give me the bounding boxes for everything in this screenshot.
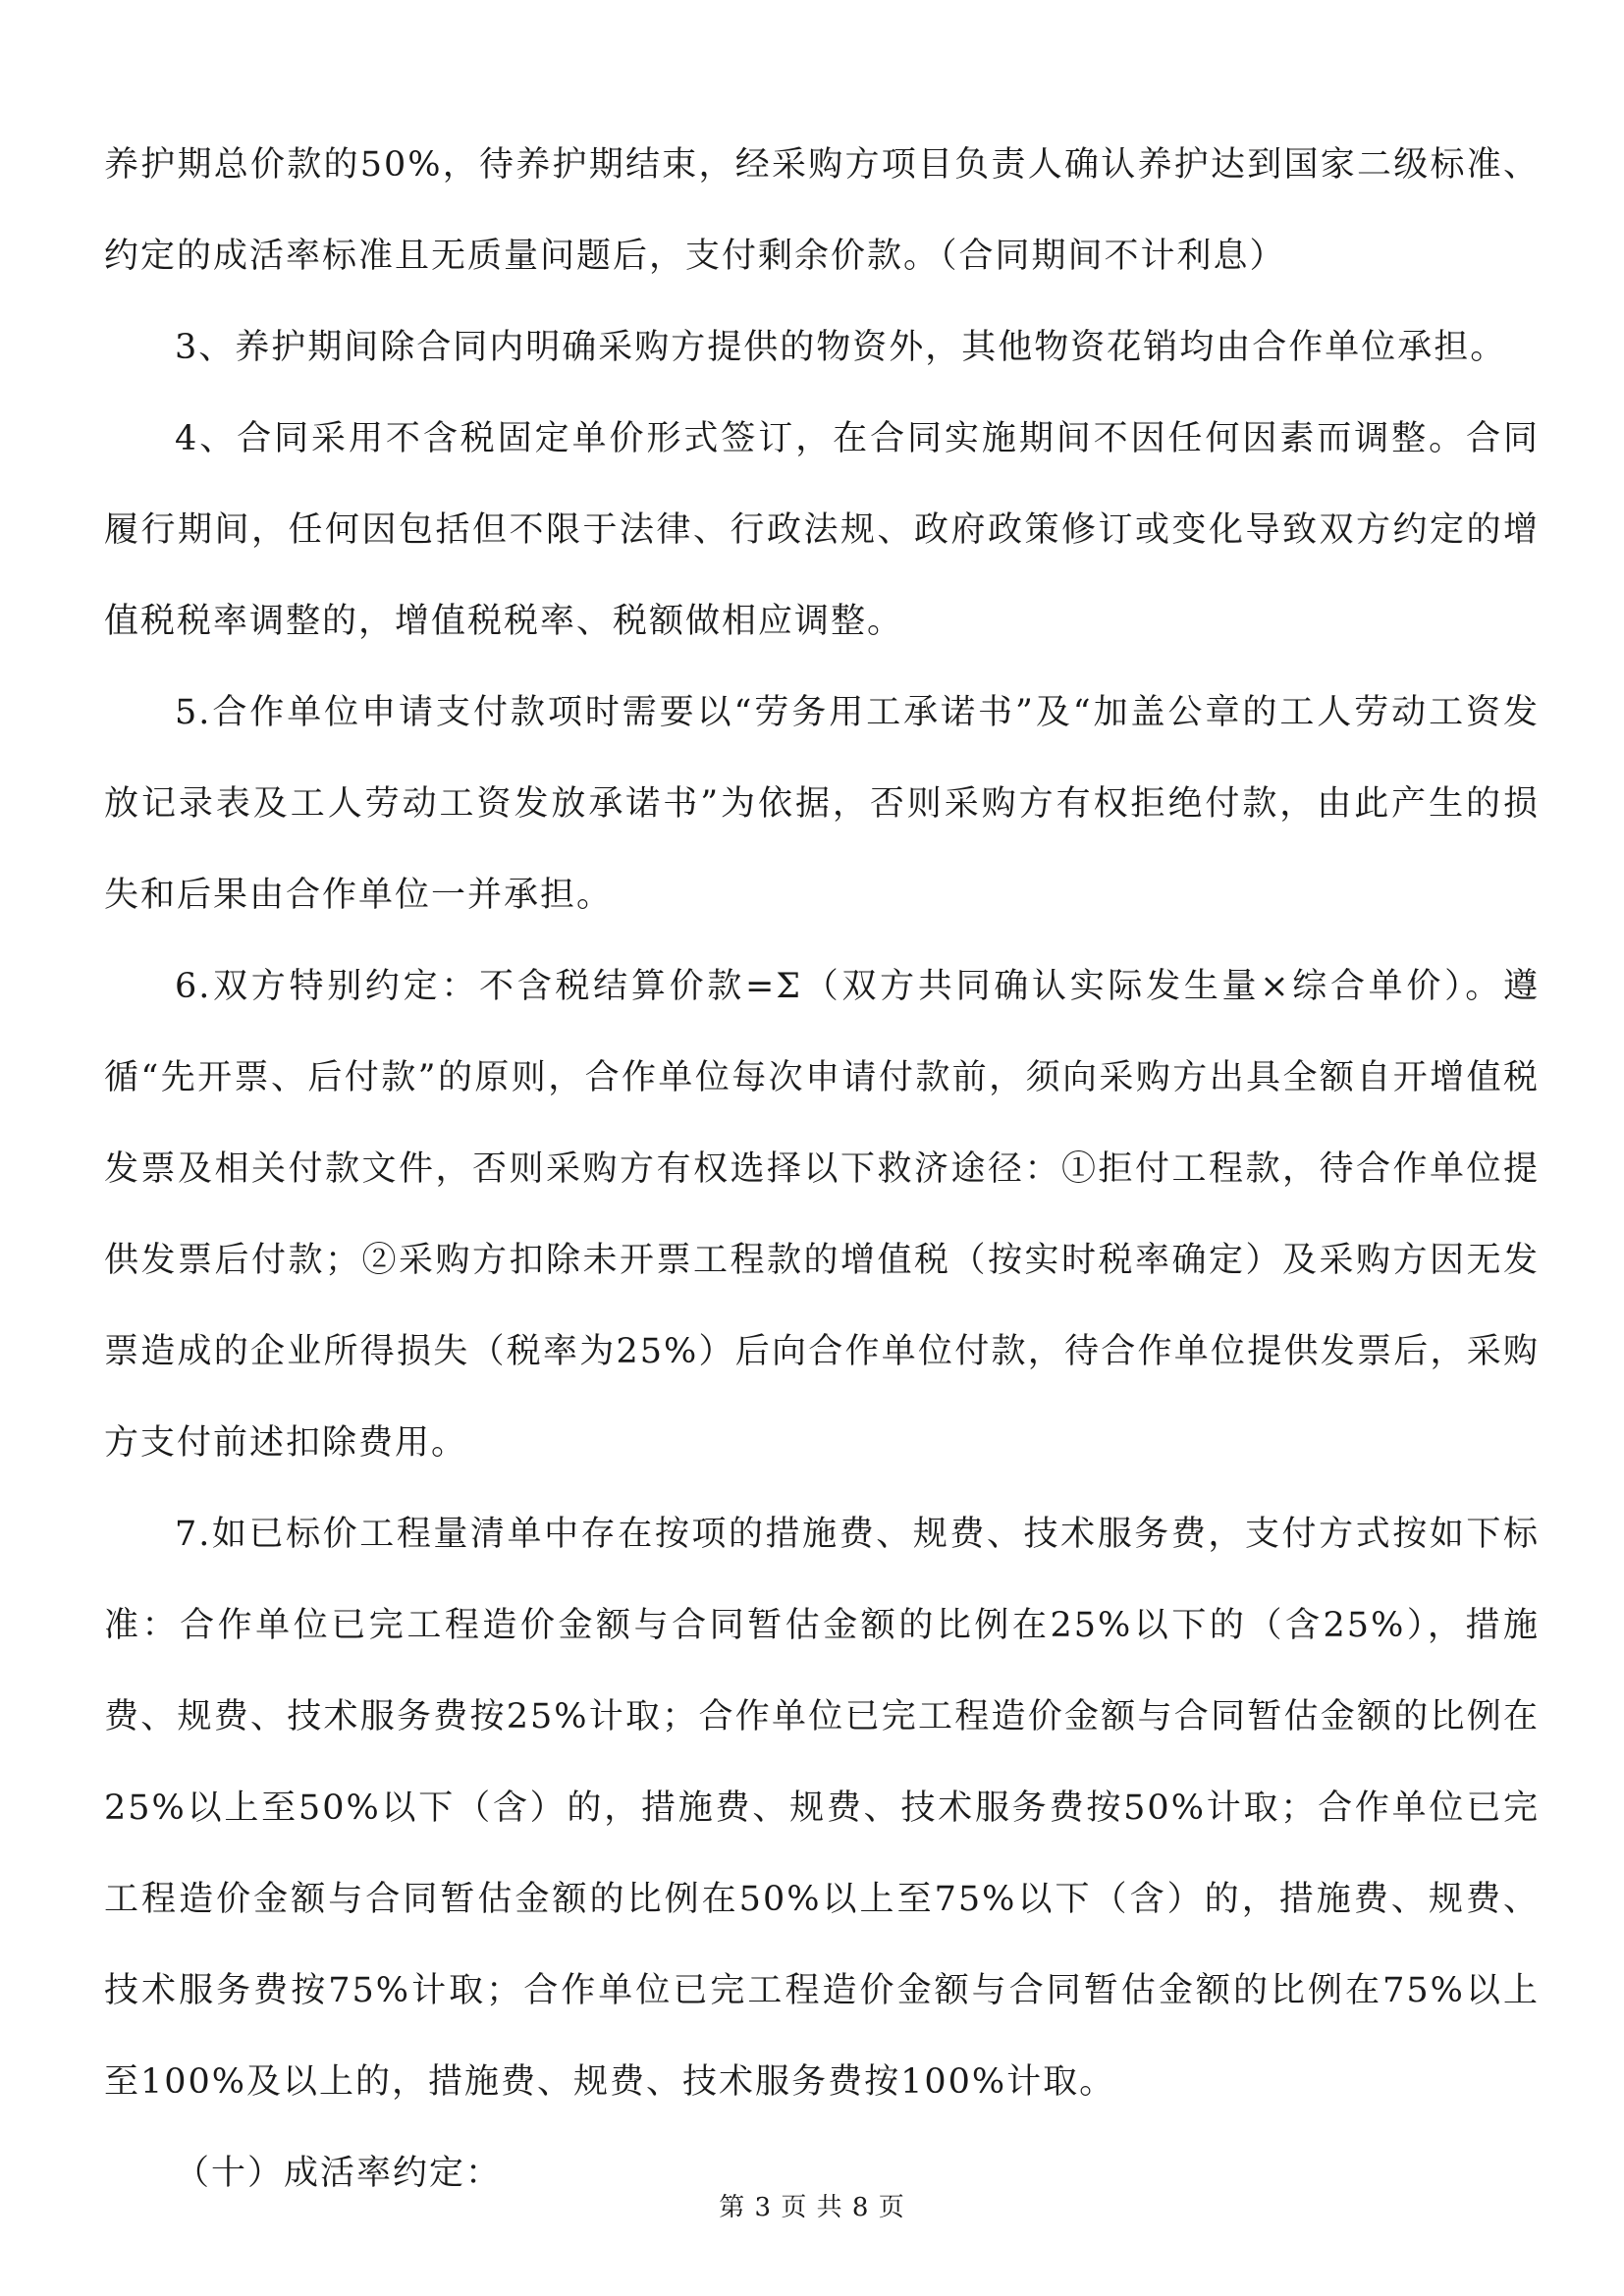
paragraph-item-5: 5.合作单位申请支付款项时需要以“劳务用工承诺书”及“加盖公章的工人劳动工资发放记录表及工人劳动工资发放承诺书”为依据，否则采购方有权拒绝付款，由此产生的损失和后果由合作单位一并承担。 — [104, 693, 1540, 915]
paragraph-continuation: 养护期总价款的50%，待养护期结束，经采购方项目负责人确认养护达到国家二级标准、约定的成活率标准且无质量问题后，支付剩余价款。（合同期间不计利息） — [104, 145, 1540, 276]
paragraph-item-6: 6.双方特别约定：不含税结算价款=Σ（双方共同确认实际发生量×综合单价）。遵循“先开票、后付款”的原则，合作单位每次申请付款前，须向采购方出具全额自开增值税发票及相关付款文件，否则采购方有权选择以下救济途径：①拒付工程款，待合作单位提供发票后付款；②采购方扣除未开票工程款的增值税（按实时税率确定）及采购方因无发票造成的企业所得损失（税率为25%）后向合作单位付款，待合作单位提供发票后，采购方支付前述扣除费用。 — [104, 967, 1540, 1463]
paragraph-item-7: 7.如已标价工程量清单中存在按项的措施费、规费、技术服务费，支付方式按如下标准：合作单位已完工程造价金额与合同暂估金额的比例在25%以下的（含25%），措施费、规费、技术服务费按25%计取；合作单位已完工程造价金额与合同暂估金额的比例在25%以上至50%以下（含）的，措施费、规费、技术服务费按50%计取；合作单位已完工程造价金额与合同暂估金额的比例在50%以上至75%以下（含）的，措施费、规费、技术服务费按75%计取；合作单位已完工程造价金额与合同暂估金额的比例在75%以上至100%及以上的，措施费、规费、技术服务费按100%计取。 — [104, 1515, 1540, 2102]
page-number-footer: 第 3 页 共 8 页 — [719, 2193, 905, 2222]
document-body — [104, 120, 1540, 2219]
paragraph-item-4: 4、合同采用不含税固定单价形式签订，在合同实施期间不因任何因素而调整。合同履行期间，任何因包括但不限于法律、行政法规、政府政策修订或变化导致双方约定的增值税税率调整的，增值税税率、税额做相应调整。 — [104, 419, 1540, 641]
section-heading-10: （十）成活率约定： — [175, 2154, 503, 2193]
paragraph-item-3: 3、养护期间除合同内明确采购方提供的物资外，其他物资花销均由合作单位承担。 — [175, 328, 1507, 367]
